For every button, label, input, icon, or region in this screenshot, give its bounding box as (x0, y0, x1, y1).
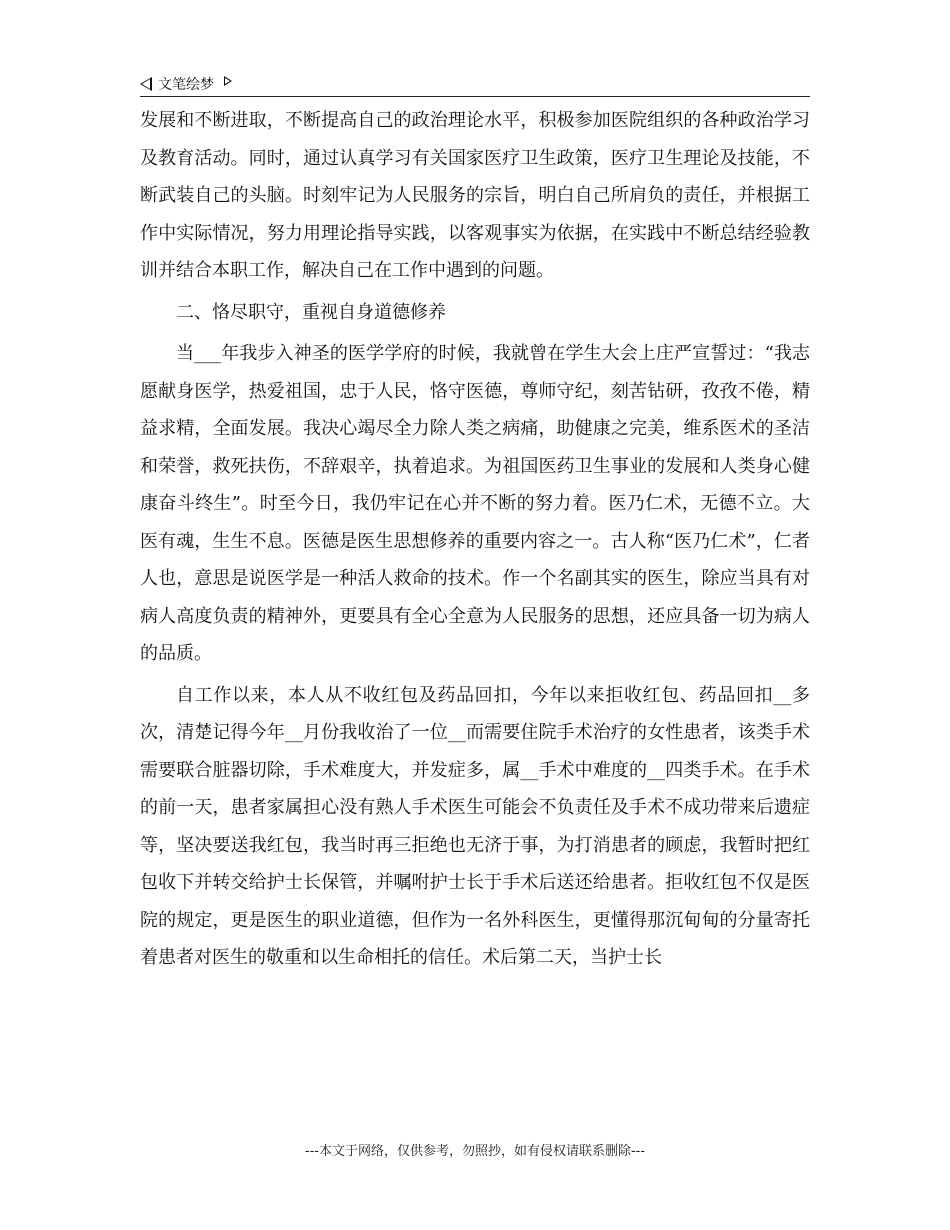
paragraph-3: 自工作以来，本人从不收红包及药品回扣，今年以来拒收红包、药品回扣__多次，清楚记得今年__月份我收治了一位__而需要住院手术治疗的女性患者，该类手术需要联合脏器切除，手术难度大，并发症多，属__手术中难度的__四类手术。在手术的前一天，患者家属担心没有熟人手术医生可能会不负责任及手术不成功带来后遗症等，坚决要送我红包，我当时再三拒绝也无济于事，为打消患者的顾虑，我暂时把红包收下并转交给护士长保管，并嘱咐护士长于手术后送还给患者。拒收红包不仅是医院的规定，更是医生的职业道德，但作为一名外科医生，更懂得那沉甸甸的分量寄托着患者对医生的敬重和以生命相托的信任。术后第二天，当护士长 (140, 684, 810, 968)
triangle-left-icon (140, 77, 152, 91)
header-brand: 文笔绘梦 (158, 77, 214, 93)
paragraph-1: 发展和不断进取，不断提高自己的政治理论水平，积极参加医院组织的各种政治学习及教育活动。同时，通过认真学习有关国家医疗卫生政策，医疗卫生理论及技能，不断武装自己的头脑。时刻牢记为人民服务的宗旨，明白自己所肩负的责任，并根据工作中实际情况，努力用理论指导实践，以客观事实为依据，在实践中不断总结经验教训并结合本职工作，解决自己在工作中遇到的问题。 (140, 110, 810, 281)
document-body (140, 102, 810, 977)
page-footer (0, 1140, 950, 1159)
paragraph-2: 当___年我步入神圣的医学学府的时候，我就曾在学生大会上庄严宣誓过：“我志愿献身医学，热爱祖国，忠于人民，恪守医德，尊师守纪，刻苦钻研，孜孜不倦，精益求精，全面发展。我决心竭尽全力除人类之病痛，助健康之完美，维系医术的圣洁和荣誉，救死扶伤，不辞艰辛，执着追求。为祖国医药卫生事业的发展和人类身心健康奋斗终生”。时至今日，我仍牢记在心并不断的努力着。医乃仁术，无德不立。大医有魂，生生不息。医德是医生思想修养的重要内容之一。古人称“医乃仁术”，仁者人也，意思是说医学是一种活人救命的技术。作一个名副其实的医生，除应当具有对病人高度负责的精神外，更要具有全心全意为人民服务的思想，还应具备一切为病人的品质。 (140, 343, 810, 664)
page-header (140, 72, 810, 97)
section-heading: 二、恪尽职守，重视自身道德修养 (176, 301, 446, 323)
footer-notice: ---本文于网络，仅供参考，勿照抄，如有侵权请联系删除--- (304, 1144, 646, 1159)
triangle-right-icon (224, 76, 232, 86)
